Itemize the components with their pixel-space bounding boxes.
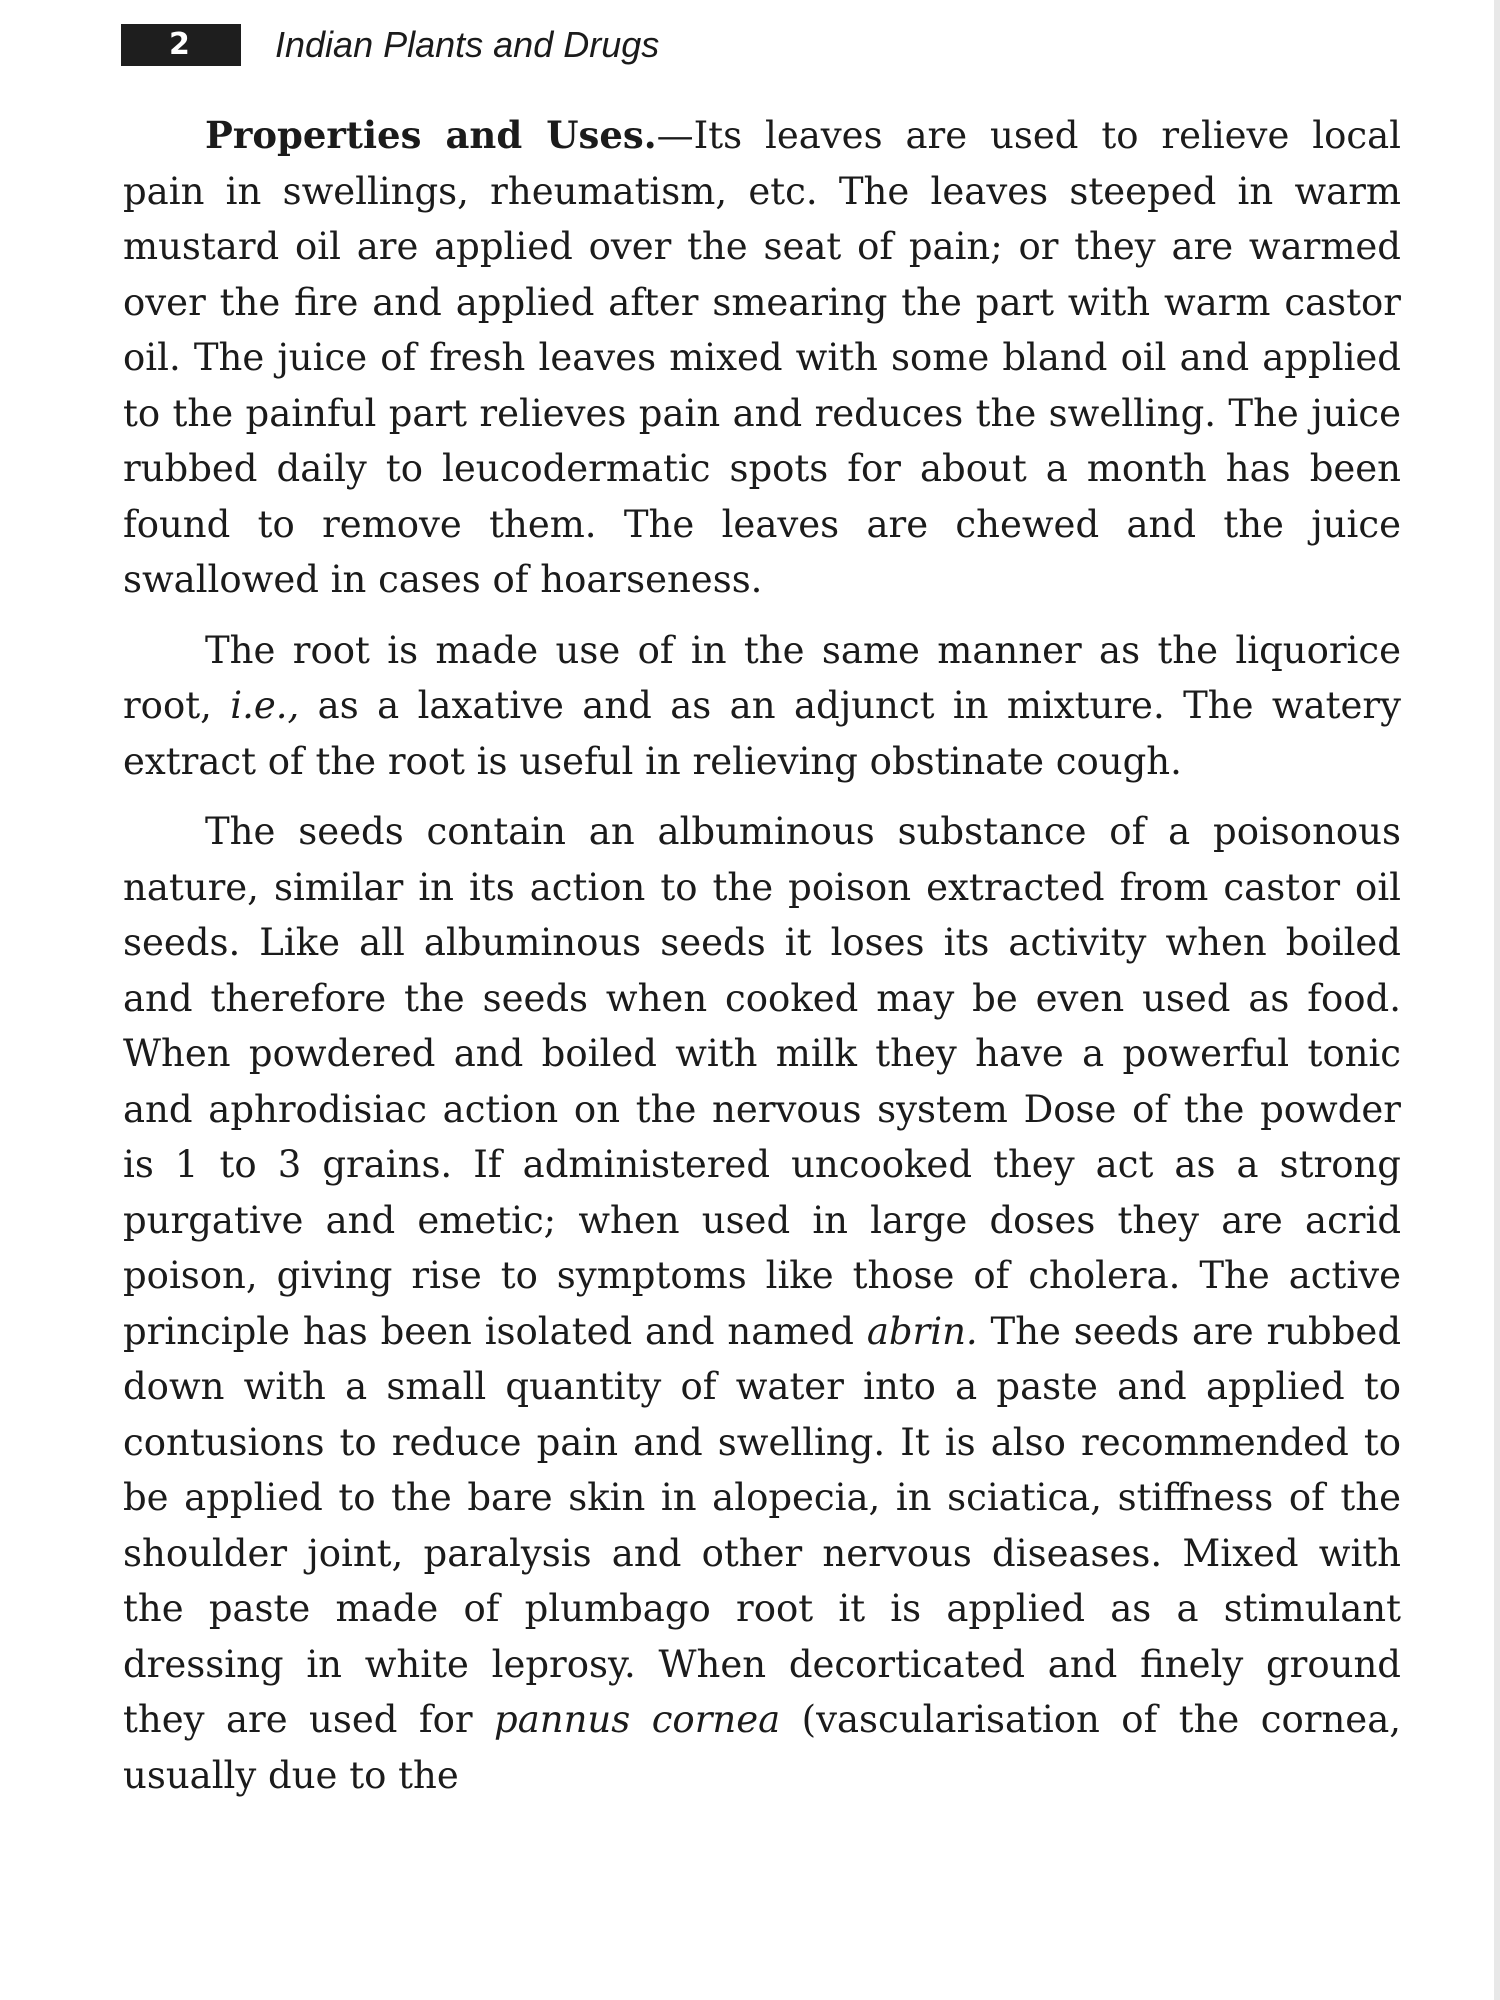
running-header — [121, 22, 659, 68]
paragraph-text: —Its leaves are used to relieve local pain in swellings, rheumatism, etc. The leaves steeped in warm mustard oil are applied over the seat of pain; or they are warmed over the fire and applied after smearing the part with warm castor oil. The juice of fresh leaves mixed with some bland oil and applied to the painful part relieves pain and reduces the swelling. The juice rubbed daily to leucodermatic spots for about a month has been found to remove them. The leaves are chewed and the juice swallowed in cases of hoarseness. — [123, 114, 1401, 601]
italic-term: i.e., — [230, 684, 300, 727]
paragraph-text: as a laxative and as an adjunct in mixture. The watery extract of the root is useful in relieving obstinate cough. — [123, 684, 1401, 783]
paragraph-text: (vascularisation of the cornea, usually due to the — [123, 1698, 1402, 1797]
paragraph-root — [123, 623, 1401, 790]
paragraph-text: The root is made use of in the same manner as the liquorice root, — [123, 628, 1401, 727]
page-number: 2 — [121, 24, 241, 66]
paragraph-seeds — [123, 804, 1401, 1803]
italic-term: abrin. — [866, 1309, 978, 1353]
run-in-heading: Properties and Uses. — [205, 113, 657, 157]
page-edge-shadow — [1494, 0, 1500, 2000]
running-title: Indian Plants and Drugs — [275, 24, 660, 65]
italic-term: pannus cornea — [494, 1698, 781, 1741]
paragraph-text: The seeds contain an albuminous substance of a poisonous nature, similar in its action to the poison extracted from castor oil seeds. Like all albuminous seeds it loses its activity when boiled and therefore the seeds when cooked may be even used as food. When powdered and boiled with milk they have a powerful tonic and aphrodisiac action on the nervous system Dose of the powder is 1 to 3 grains. If administered uncooked they act as a strong purgative and emetic; when used in large doses they are acrid poison, giving rise to symptoms like those of cholera. The active principle has been isolated and named — [123, 810, 1401, 1353]
paragraph-text: The seeds are rubbed down with a small quantity of water into a paste and applied to contusions to reduce pain and swelling. It is also recommended to be applied to the bare skin in alopecia, in sciatica, stiffness of the shoulder joint, paralysis and other nervous diseases. Mixed with the paste made of plumbago root it is applied as a stimulant dressing in white leprosy. When decorticated and finely ground they are used for — [123, 1309, 1402, 1741]
text-body — [123, 108, 1401, 1818]
paragraph-properties-and-uses — [123, 108, 1401, 608]
